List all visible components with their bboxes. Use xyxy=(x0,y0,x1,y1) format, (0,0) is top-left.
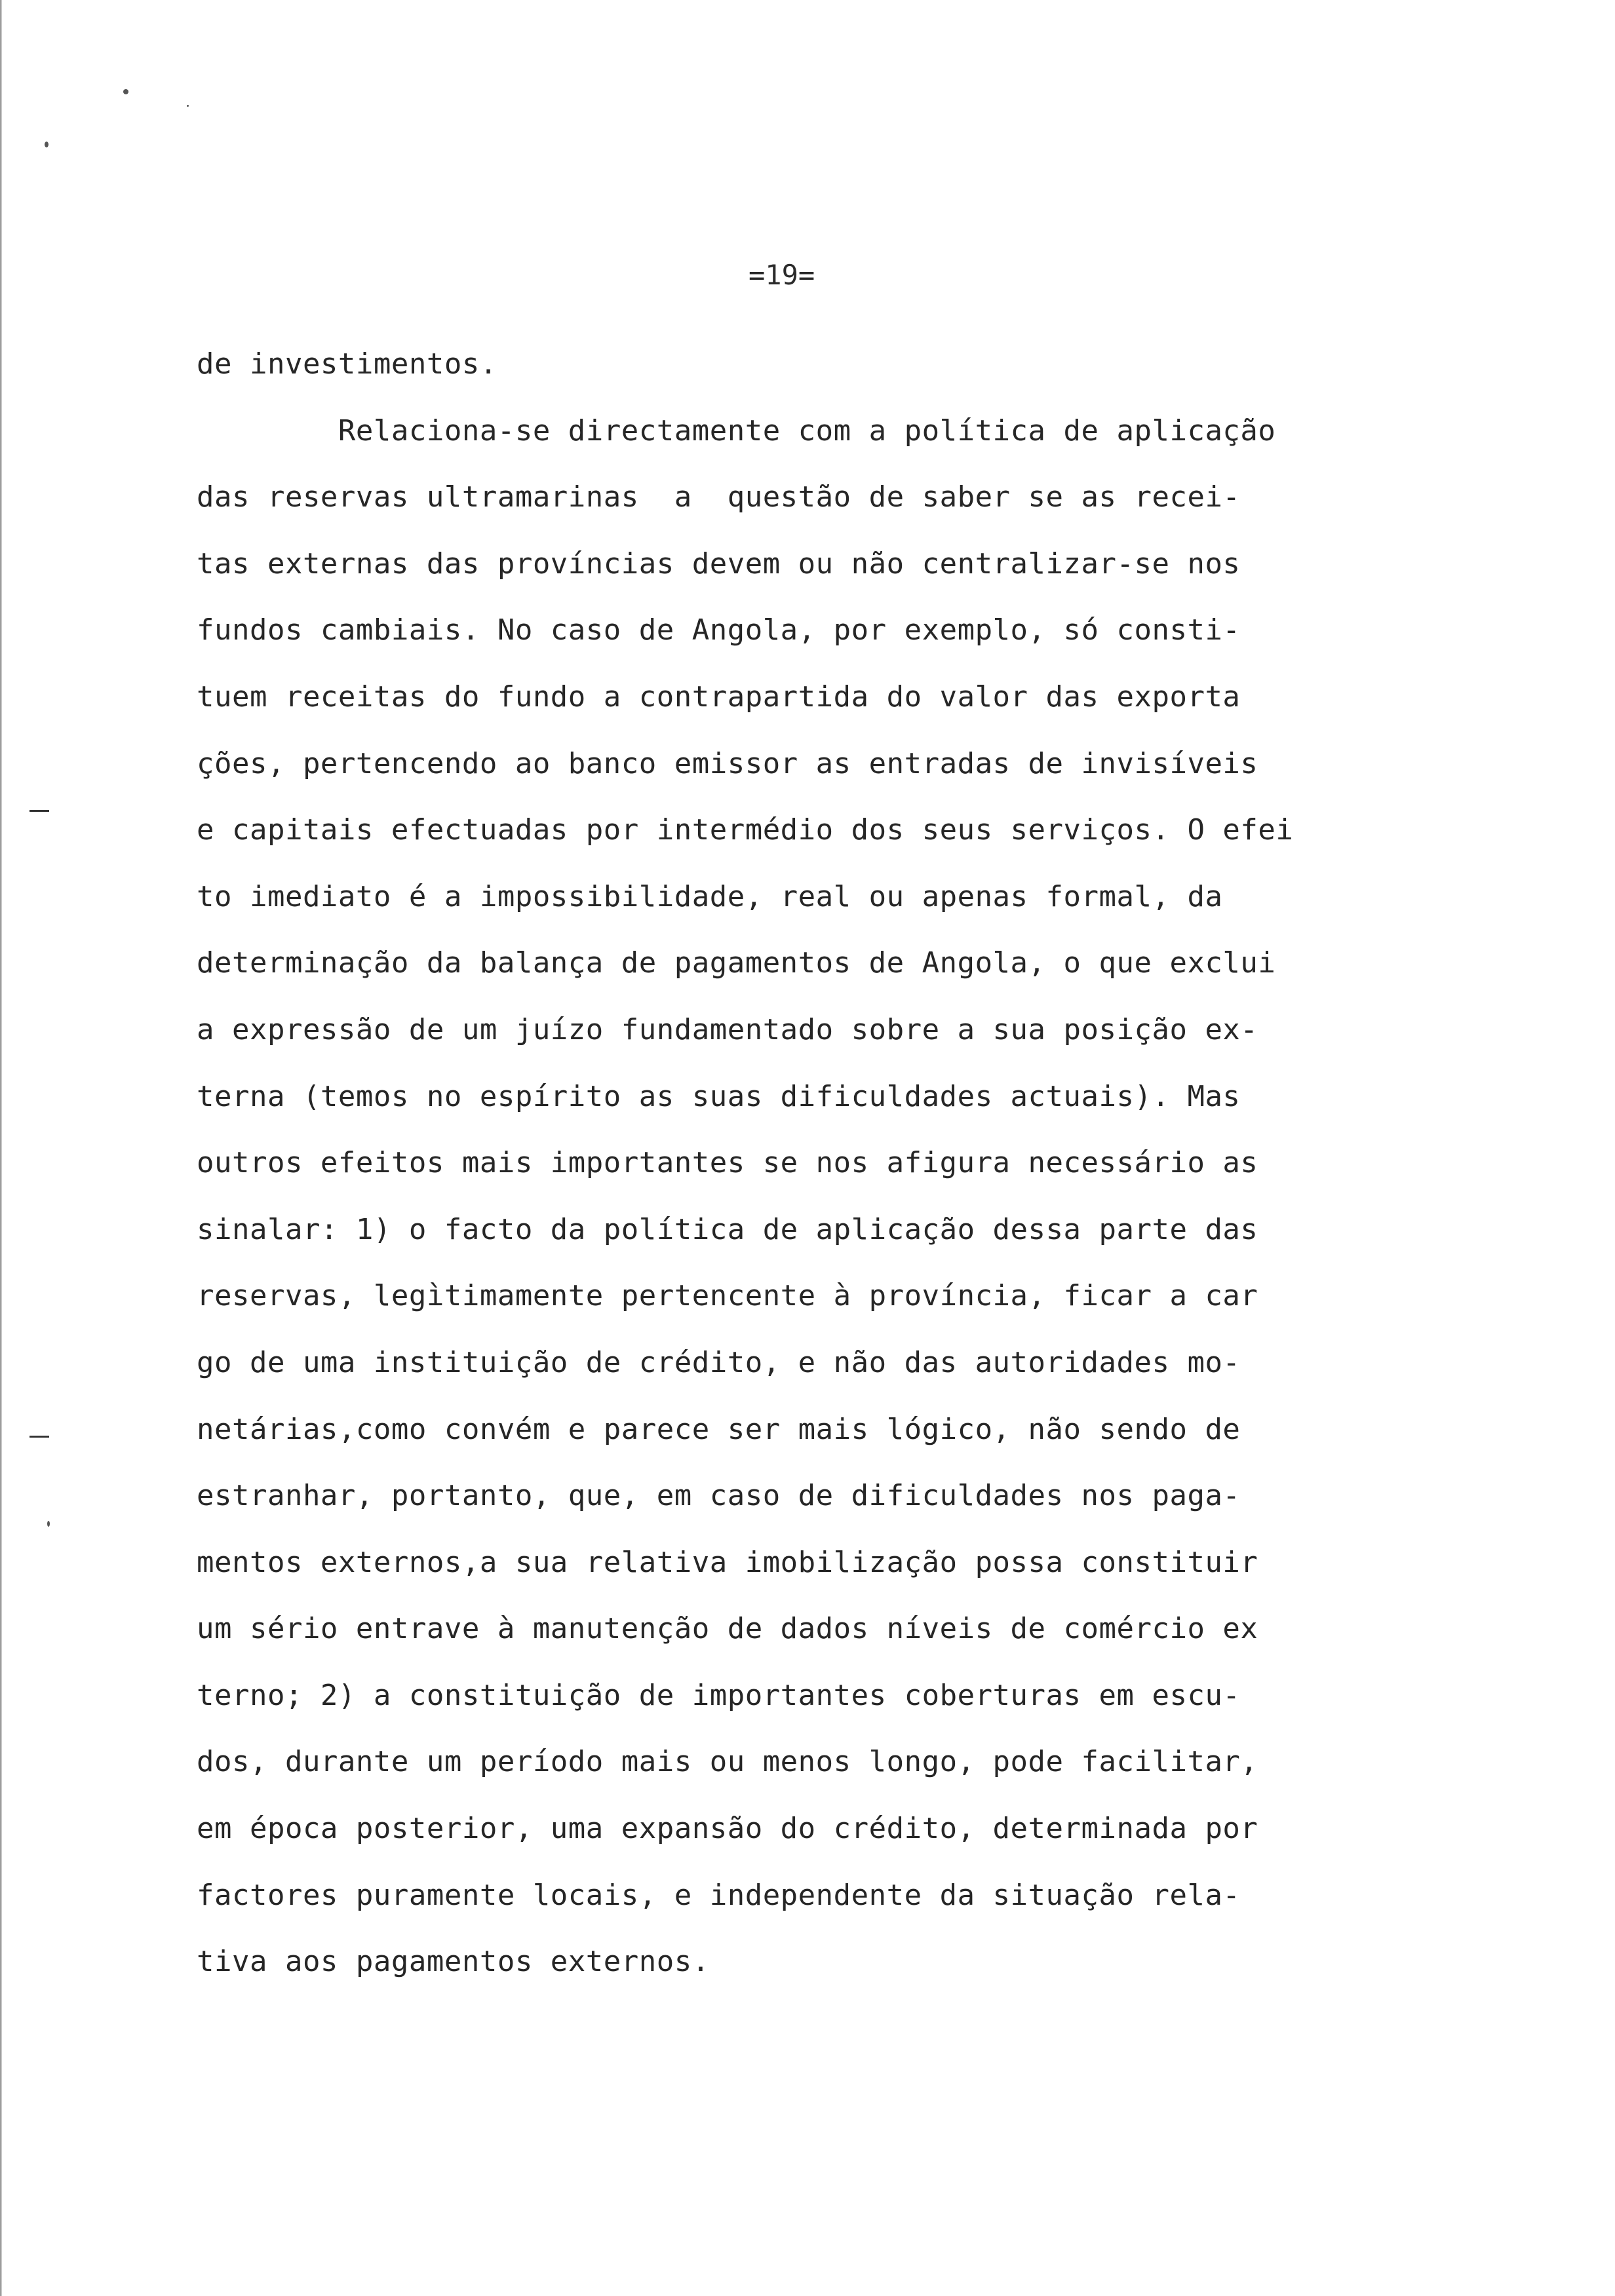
text-line: mentos externos,a sua relativa imobilização possa constituir xyxy=(197,1545,1258,1579)
scan-speck xyxy=(187,105,189,107)
margin-mark xyxy=(29,1436,49,1438)
scan-speck xyxy=(47,1521,50,1527)
text-line: netárias,como convém e parece ser mais lógico, não sendo de xyxy=(197,1412,1241,1446)
text-line: tuem receitas do fundo a contrapartida do valor das exporta xyxy=(197,679,1241,714)
page-number: =19= xyxy=(749,259,815,291)
text-line: terno; 2) a constituição de importantes coberturas em escu- xyxy=(197,1678,1241,1712)
text-line: dos, durante um período mais ou menos longo, pode facilitar, xyxy=(197,1745,1258,1779)
scan-speck xyxy=(123,89,128,94)
text-line: das reservas ultramarinas a questão de saber se as recei- xyxy=(197,480,1241,514)
text-line: fundos cambiais. No caso de Angola, por exemplo, só consti- xyxy=(197,613,1241,647)
text-line: tiva aos pagamentos externos. xyxy=(197,1945,710,1979)
text-line: terna (temos no espírito as suas dificuldades actuais). Mas xyxy=(197,1079,1241,1113)
text-line: tas externas das províncias devem ou não centralizar-se nos xyxy=(197,546,1241,581)
text-line: factores puramente locais, e independente da situação rela- xyxy=(197,1878,1241,1912)
text-line: de investimentos. xyxy=(197,347,497,381)
text-line: estranhar, portanto, que, em caso de dificuldades nos paga- xyxy=(197,1479,1241,1513)
text-line: um sério entrave à manutenção de dados níveis de comércio ex xyxy=(197,1612,1258,1646)
scan-speck xyxy=(45,142,49,147)
text-line: e capitais efectuadas por intermédio dos seus serviços. O efei xyxy=(197,813,1294,847)
scan-edge xyxy=(0,0,2,2296)
text-line: Relaciona-se directamente com a política de aplicação xyxy=(197,413,1276,448)
text-line: reservas, legìtimamente pertencente à província, ficar a car xyxy=(197,1279,1258,1313)
text-line: to imediato é a impossibilidade, real ou apenas formal, da xyxy=(197,879,1223,913)
text-line: outros efeitos mais importantes se nos afigura necessário as xyxy=(197,1146,1258,1180)
body-text xyxy=(197,331,1442,1995)
text-line: ções, pertencendo ao banco emissor as entradas de invisíveis xyxy=(197,746,1258,780)
text-line: sinalar: 1) o facto da política de aplicação dessa parte das xyxy=(197,1212,1258,1246)
text-line: em época posterior, uma expansão do crédito, determinada por xyxy=(197,1812,1258,1846)
text-line: a expressão de um juízo fundamentado sobre a sua posição ex- xyxy=(197,1012,1258,1046)
text-line: go de uma instituição de crédito, e não das autoridades mo- xyxy=(197,1345,1241,1379)
text-line: determinação da balança de pagamentos de Angola, o que exclui xyxy=(197,946,1276,980)
margin-mark xyxy=(29,810,49,812)
